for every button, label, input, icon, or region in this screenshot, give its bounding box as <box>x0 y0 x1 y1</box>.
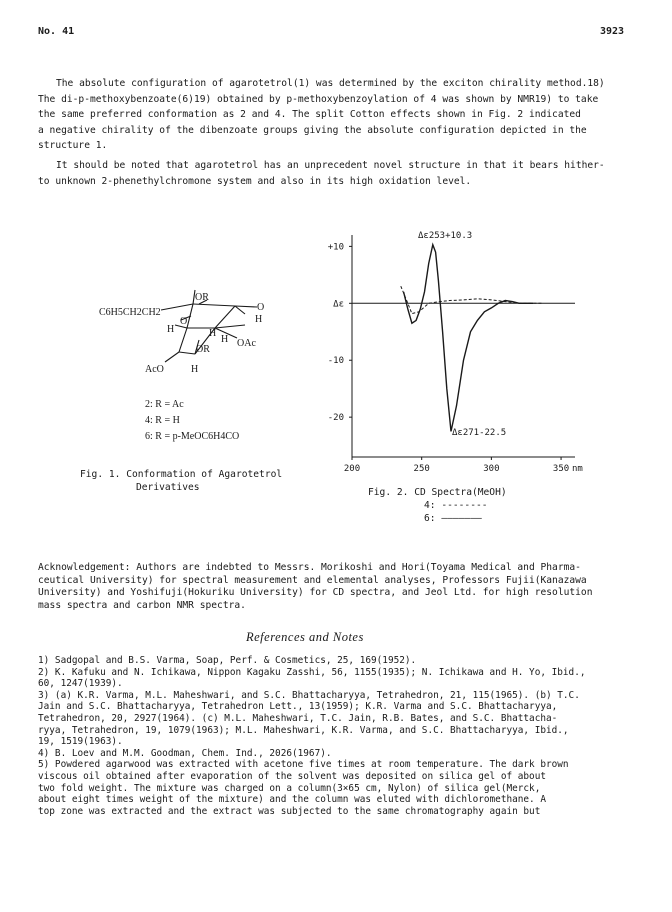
reference-line: 19, 1519(1963). <box>38 736 123 748</box>
fig2-caption-line: Fig. 2. CD Spectra(MeOH) <box>368 487 507 498</box>
reference-line: top zone was extracted and the extract was subjected to the same chromatography again but <box>38 805 541 817</box>
fig1-legend-item: 2: R = Ac <box>145 399 184 410</box>
fig1-caption <box>80 468 282 494</box>
body-line: The di-p-methoxybenzoate(6)19) obtained by p-methoxybenzoylation of 4 was shown by NMR19) to take <box>38 93 599 105</box>
fig2-x-tick-label: 200 <box>343 464 361 474</box>
fig2-y-tick-label: Δε <box>333 299 344 310</box>
references-heading: References and Notes <box>246 630 364 644</box>
reference-line: 4) B. Loev and M.M. Goodman, Chem. Ind., 2026(1967). <box>38 747 332 759</box>
ack-line: mass spectra and carbon NMR spectra. <box>38 599 246 611</box>
fig2-x-tick-label: 300 <box>483 464 500 474</box>
body-line: the same preferred conformation as 2 and 4. The split Cotton effects shown in Fig. 2 indicated <box>38 109 581 120</box>
ack-line: ceutical University) for spectral measurement and elemental analyses, Professors Fujii(Kanazawa <box>38 574 587 586</box>
fig1-legend-item: 6: R = p-MeOC6H4CO <box>145 431 240 442</box>
fig2-x-unit-label: nm <box>572 464 583 474</box>
fig1-h-mid-label: H <box>209 328 217 339</box>
reference-line: viscous oil obtained after evaporation of the solvent was deposited on silica gel of about <box>38 770 546 782</box>
fig2-legend-item: 6: ——————— <box>424 513 482 524</box>
fig2-caption <box>368 486 507 525</box>
reference-line: 5) Powdered agarwood was extracted with acetone five times at room temperature. The dark brown <box>38 759 569 771</box>
fig1-legend-item: 4: R = H <box>145 415 180 426</box>
body-line: a negative chirality of the dibenzoate groups giving the absolute configuration depicted in the <box>38 124 587 136</box>
fig2-cd-spectrum-chart <box>300 225 590 475</box>
fig1-h-right-label: H <box>255 314 263 325</box>
reference-line: 2) K. Kafuku and N. Ichikawa, Nippon Kagaku Zasshi, 56, 1155(1935); N. Ichikawa and H. Yo, Ibid., <box>38 666 586 678</box>
body-line: to unknown 2-phenethylchromone system and also in its high oxidation level. <box>38 175 472 187</box>
fig1-phenethyl-label: C6H5CH2CH2 <box>99 307 161 318</box>
fig1-h-center-label: H <box>221 334 229 345</box>
reference-line: Tetrahedron, 20, 2927(1964). (c) M.L. Maheshwari, T.C. Jain, R.B. Bates, and S.C. Bhattacha- <box>38 712 558 724</box>
fig2-series-solid-line <box>404 245 534 432</box>
reference-line: ryya, Tetrahedron, 19, 1079(1963); M.L. Maheshwari, K.R. Varma, and S.C. Bhattacharyya, Ibid., <box>38 724 569 736</box>
fig1-h-left-label: H <box>167 324 175 335</box>
journal-issue-number: No. 41 <box>38 26 75 37</box>
fig1-structure-drawing <box>95 280 295 390</box>
reference-line: two fold weight. The mixture was charged on a column(3×65 cm, Nylon) of silica gel(Merck, <box>38 782 541 794</box>
fig1-oac-label: OAc <box>237 338 256 349</box>
acknowledgement <box>38 562 638 612</box>
fig1-substituent-legend <box>145 397 239 445</box>
body-line: structure 1. <box>38 140 108 151</box>
fig2-y-tick-label: -20 <box>327 413 344 424</box>
page-number: 3923 <box>600 26 625 37</box>
fig2-y-tick-label: +10 <box>327 242 344 253</box>
fig1-ketone-o-label: O <box>257 302 265 313</box>
fig1-caption-line: Derivatives <box>136 482 200 493</box>
fig2-annotation-positive: Δε253+10.3 <box>418 231 473 241</box>
ack-line: University) and Yoshifuji(Hokuriku University) for CD spectra, and Jeol Ltd. for high resolution <box>38 587 593 599</box>
fig1-ring-o-label: O <box>180 316 188 327</box>
body-paragraph-2 <box>38 158 638 189</box>
reference-line: Jain and S.C. Bhattacharyya, Tetrahedron Lett., 13(1959); K.R. Varma and S.C. Bhattacharyya, <box>38 701 558 713</box>
reference-line: 3) (a) K.R. Varma, M.L. Maheshwari, and S.C. Bhattacharyya, Tetrahedron, 21, 115(1965). (b) T.C. <box>38 689 580 701</box>
references-list <box>38 655 638 817</box>
reference-line: about eight times weight of the mixture) and the column was eluted with dichloromethane. A <box>38 794 546 806</box>
fig1-or-top-label: OR <box>195 292 209 303</box>
reference-line: 1) Sadgopal and B.S. Varma, Soap, Perf. & Cosmetics, 25, 169(1952). <box>38 655 417 666</box>
fig2-legend-item: 4: -------- <box>424 500 488 511</box>
fig1-aco-label: AcO <box>145 364 164 375</box>
fig2-y-tick-label: -10 <box>327 356 344 367</box>
fig2-annotation-negative: Δε271-22.5 <box>452 428 507 438</box>
reference-line: 60, 1247(1939). <box>38 678 123 690</box>
body-line: The absolute configuration of agarotetrol(1) was determined by the exciton chirality method.18) <box>56 78 605 89</box>
fig2-x-tick-label: 350 <box>552 464 570 474</box>
fig1-caption-line: Fig. 1. Conformation of Agarotetrol <box>80 469 283 480</box>
fig2-x-tick-label: 250 <box>413 464 430 474</box>
body-line: It should be noted that agarotetrol has an unprecedent novel structure in that it bears hither- <box>56 160 605 171</box>
body-paragraph-1 <box>38 76 638 154</box>
fig1-or-mid-label: OR <box>196 344 210 355</box>
ack-line: Acknowledgement: Authors are indebted to Messrs. Morikoshi and Hori(Toyama Medical and Pharma- <box>38 562 581 573</box>
fig1-h-bottom-label: H <box>191 364 199 375</box>
